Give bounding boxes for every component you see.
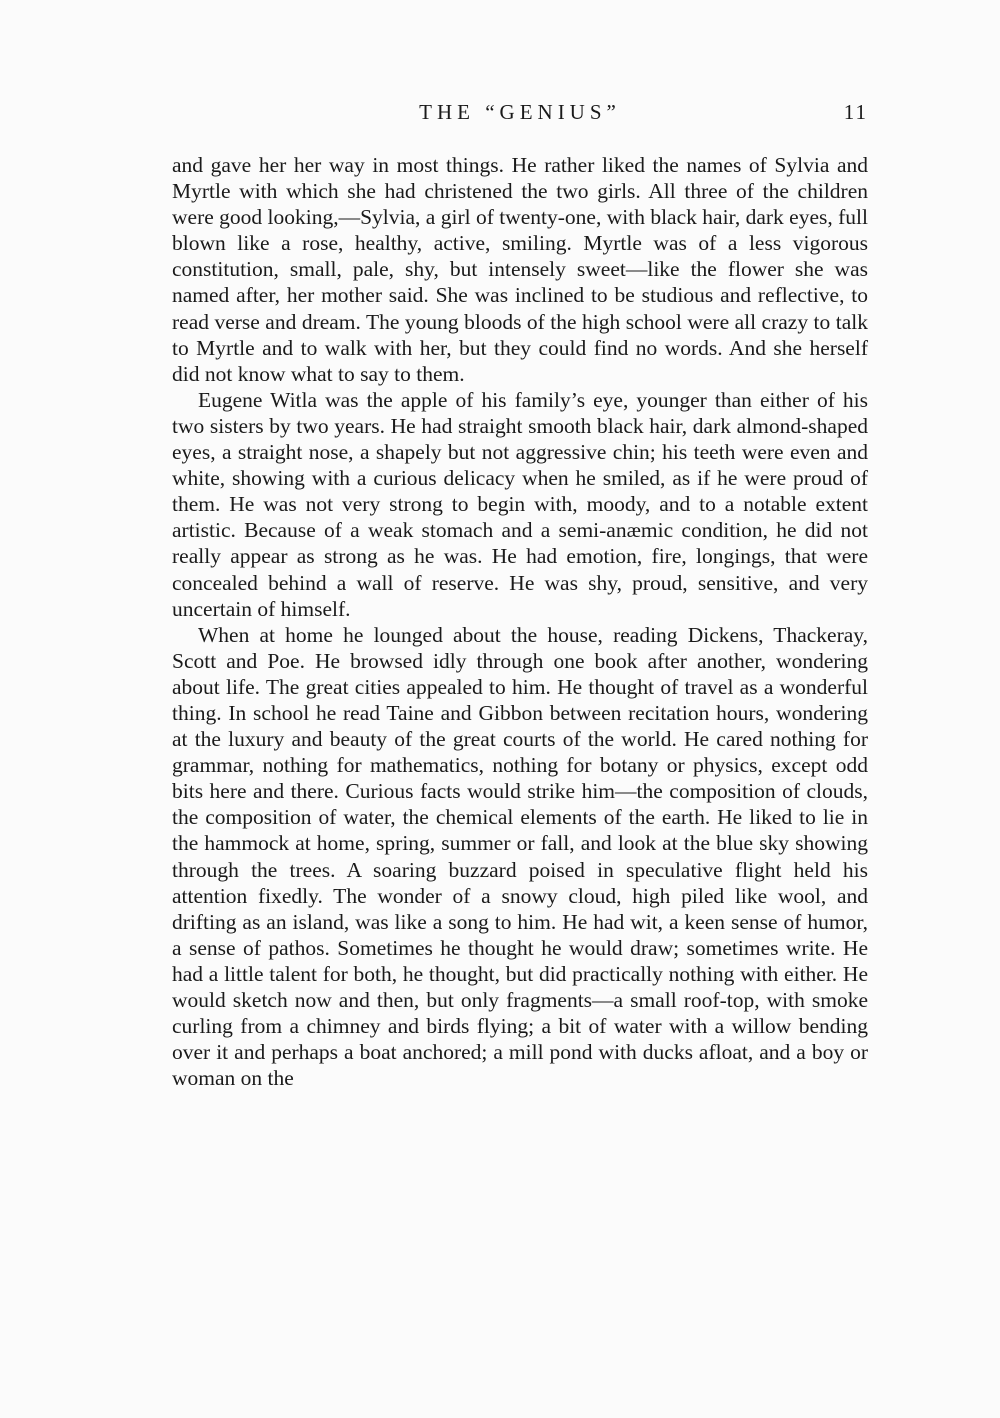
paragraph-eugene-at-home: When at home he lounged about the house, reading Dickens, Thackeray, Scott and Poe. He browsed idly through one book after another, wondering about life. The great cities appealed to him. He thought of travel as a wonderful thing. In school he read Taine and Gibbon between recitation hours, wondering at the luxury and beauty of the great courts of the world. He cared nothing for grammar, nothing for mathematics, nothing for botany or physics, except odd bits here and there. Curious facts would strike him—the composition of clouds, the composition of water, the chemical elements of the earth. He liked to lie in the hammock at home, spring, summer or fall, and look at the blue sky showing through the trees. A soaring buzzard poised in speculative flight held his attention fixedly. The wonder of a snowy cloud, high piled like wool, and drifting as an island, was like a song to him. He had wit, a keen sense of humor, a sense of pathos. Sometimes he thought he would draw; sometimes write. He had a little talent for both, he thought, but did practically nothing with either. He would sketch now and then, but only fragments—a small roof-top, with smoke curling from a chimney and birds flying; a bit of water with a willow bending over it and perhaps a boat anchored; a mill pond with ducks afloat, and a boy or woman on the xyxy=(172,622,868,1091)
running-title: THE “GENIUS” xyxy=(419,100,621,124)
page-number: 11 xyxy=(843,100,868,124)
page-header xyxy=(172,100,868,130)
paragraph-continued: and gave her her way in most things. He rather liked the names of Sylvia and Myrtle with which she had christened the two girls. All three of the children were good looking,—Sylvia, a girl of twenty-one, with black hair, dark eyes, full blown like a rose, healthy, active, smiling. Myrtle was of a less vigorous constitution, small, pale, shy, but intensely sweet—like the flower she was named after, her mother said. She was inclined to be studious and reflective, to read verse and dream. The young bloods of the high school were all crazy to talk to Myrtle and to walk with her, but they could find no words. And she herself did not know what to say to them. xyxy=(172,153,868,386)
body-text xyxy=(172,152,868,1091)
paragraph-eugene-description: Eugene Witla was the apple of his family’s eye, younger than either of his two sisters by two years. He had straight smooth black hair, dark almond-shaped eyes, a straight nose, a shapely but not aggressive chin; his teeth were even and white, showing with a curious delicacy when he smiled, as if he were proud of them. He was not very strong to begin with, moody, and to a notable extent artistic. Because of a weak stomach and a semi-anæmic condition, he did not really appear as strong as he was. He had emotion, fire, longings, that were concealed behind a wall of reserve. He was shy, proud, sensitive, and very uncertain of himself. xyxy=(172,387,868,621)
